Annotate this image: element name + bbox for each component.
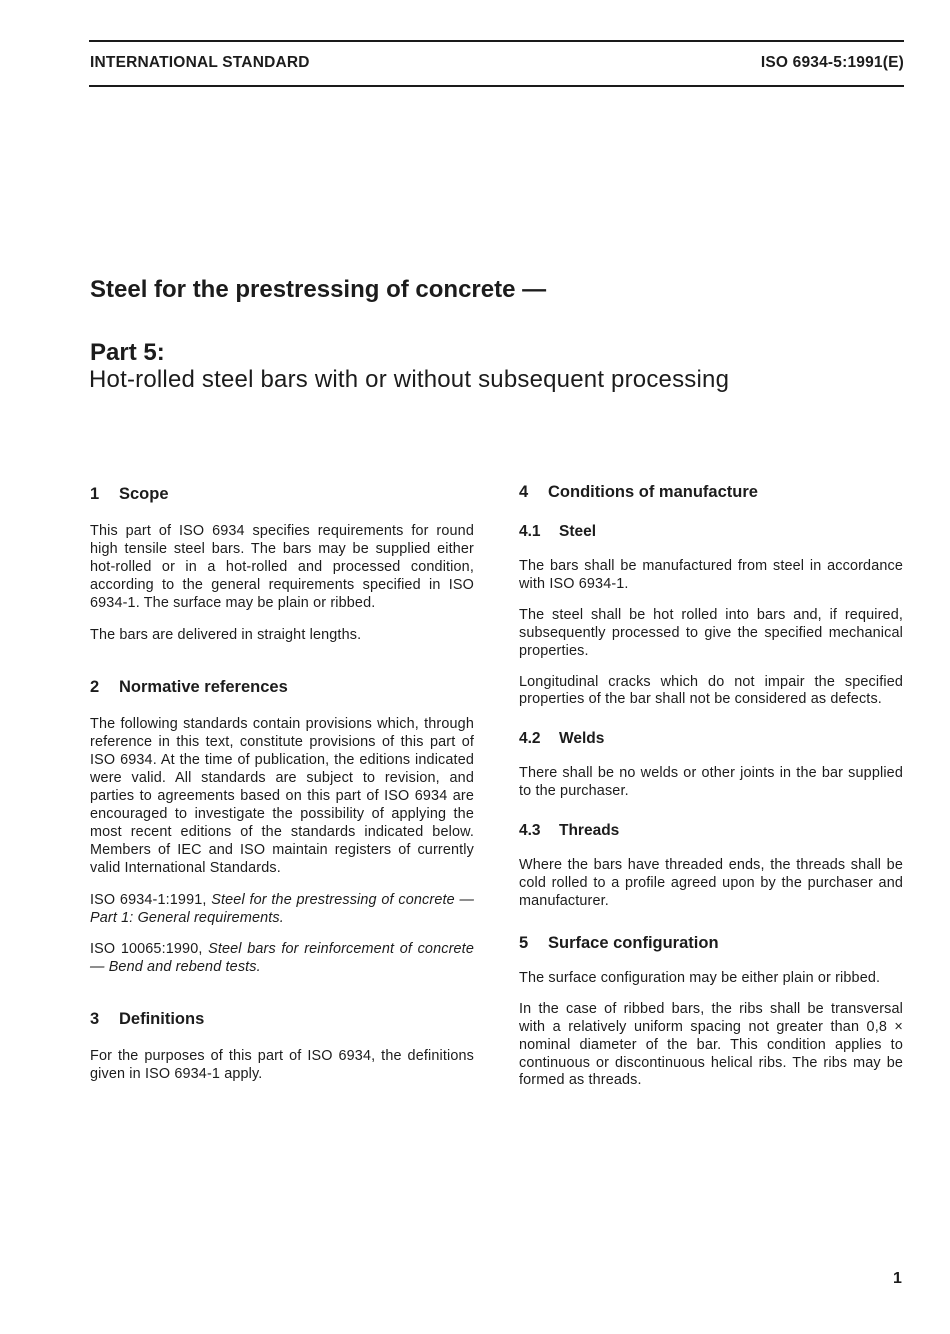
subsection-number: 4.3: [519, 822, 541, 840]
subsection-4-2-heading: [519, 730, 903, 748]
header-bottom-rule: [89, 85, 904, 87]
section-title: Conditions of manufacture: [548, 483, 758, 501]
steel-paragraph-1: The bars shall be manufactured from steel in accordance with ISO 6934-1.: [519, 558, 903, 592]
welds-paragraph: There shall be no welds or other joints in the bar supplied to the purchaser.: [519, 765, 903, 800]
section-number: 3: [90, 1010, 100, 1029]
left-column: [90, 485, 474, 1084]
scope-paragraph-1: This part of ISO 6934 specifies requirements for round high tensile steel bars. The bars may be supplied either hot-rolled or in a hot-rolled and processed condition, according to the general requirements specified in ISO 6934-1. The surface may be plain or ribbed.: [90, 523, 474, 611]
section-number: 1: [90, 485, 100, 503]
reference-iso-10065: [90, 941, 474, 977]
subsection-title: Threads: [559, 822, 620, 840]
subsection-title: Welds: [559, 730, 605, 748]
header-top-rule: [89, 40, 904, 42]
surface-paragraph-1: The surface configuration may be either plain or ribbed.: [519, 969, 881, 986]
section-title: Surface configuration: [548, 933, 719, 952]
reference-code: ISO 6934-1:1991,: [90, 891, 207, 908]
subsection-title: Steel: [559, 523, 597, 540]
normative-references-paragraph: The following standards contain provisions which, through reference in this text, constitute provisions of this part of ISO 6934. At the time of publication, the editions indicated were valid. All standards are subject to revision, and parties to agreements based on this part of ISO 6934 are encouraged to investigate the possibility of applying the most recent editions of the standards indicated below. Members of IEC and ISO maintain registers of currently valid International Standards.: [90, 716, 474, 876]
part-subtitle: Hot-rolled steel bars with or without subsequent processing: [89, 366, 730, 393]
section-title: Normative references: [119, 678, 288, 697]
reference-iso-6934-1: [90, 892, 474, 928]
section-3-heading: [90, 1010, 474, 1029]
section-number: 5: [519, 933, 529, 952]
reference-title: Steel bars for reinforcement of concrete — Bend and rebend tests.: [90, 941, 474, 976]
subsection-number: 4.1: [519, 523, 541, 540]
section-2-heading: [90, 678, 474, 697]
definitions-paragraph: For the purposes of this part of ISO 6934, the definitions given in ISO 6934-1 apply.: [90, 1048, 474, 1083]
surface-paragraph-2: In the case of ribbed bars, the ribs shall be transversal with a relatively uniform spacing not greater than 0,8 × nominal diameter of the bar. This condition applies to continuous or discontinuous helical ribs. The ribs may be formed as threads.: [519, 1000, 903, 1089]
steel-paragraph-3: Longitudinal cracks which do not impair the specified properties of the bar shall not be considered as defects.: [519, 673, 903, 708]
running-header: [90, 54, 904, 72]
section-title: Scope: [119, 485, 169, 503]
section-5-heading: [519, 934, 903, 953]
section-number: 4: [519, 483, 529, 501]
subsection-4-3-heading: [519, 822, 903, 840]
document-title: Steel for the prestressing of concrete —: [90, 276, 547, 303]
subsection-4-1-heading: [519, 523, 903, 541]
header-standard-number: ISO 6934-5:1991(E): [760, 54, 904, 71]
subsection-number: 4.2: [519, 730, 541, 748]
section-number: 2: [90, 678, 100, 697]
section-1-heading: [90, 485, 474, 504]
part-label: Part 5:: [90, 339, 165, 366]
header-standard-type: INTERNATIONAL STANDARD: [90, 54, 310, 71]
page-number: 1: [893, 1270, 902, 1287]
reference-title: Steel for the prestressing of concrete — Part 1: General requirements.: [90, 891, 474, 926]
steel-paragraph-2: The steel shall be hot rolled into bars and, if required, subsequently processed to give the specified mechanical properties.: [519, 606, 903, 659]
section-title: Definitions: [119, 1010, 205, 1029]
section-4-heading: [519, 483, 903, 502]
threads-paragraph: Where the bars have threaded ends, the threads shall be cold rolled to a profile agreed upon by the purchaser and manufacturer.: [519, 857, 903, 909]
right-column: [519, 483, 903, 1090]
reference-code: ISO 10065:1990,: [90, 941, 203, 958]
scope-paragraph-2: The bars are delivered in straight lengths.: [90, 626, 362, 643]
